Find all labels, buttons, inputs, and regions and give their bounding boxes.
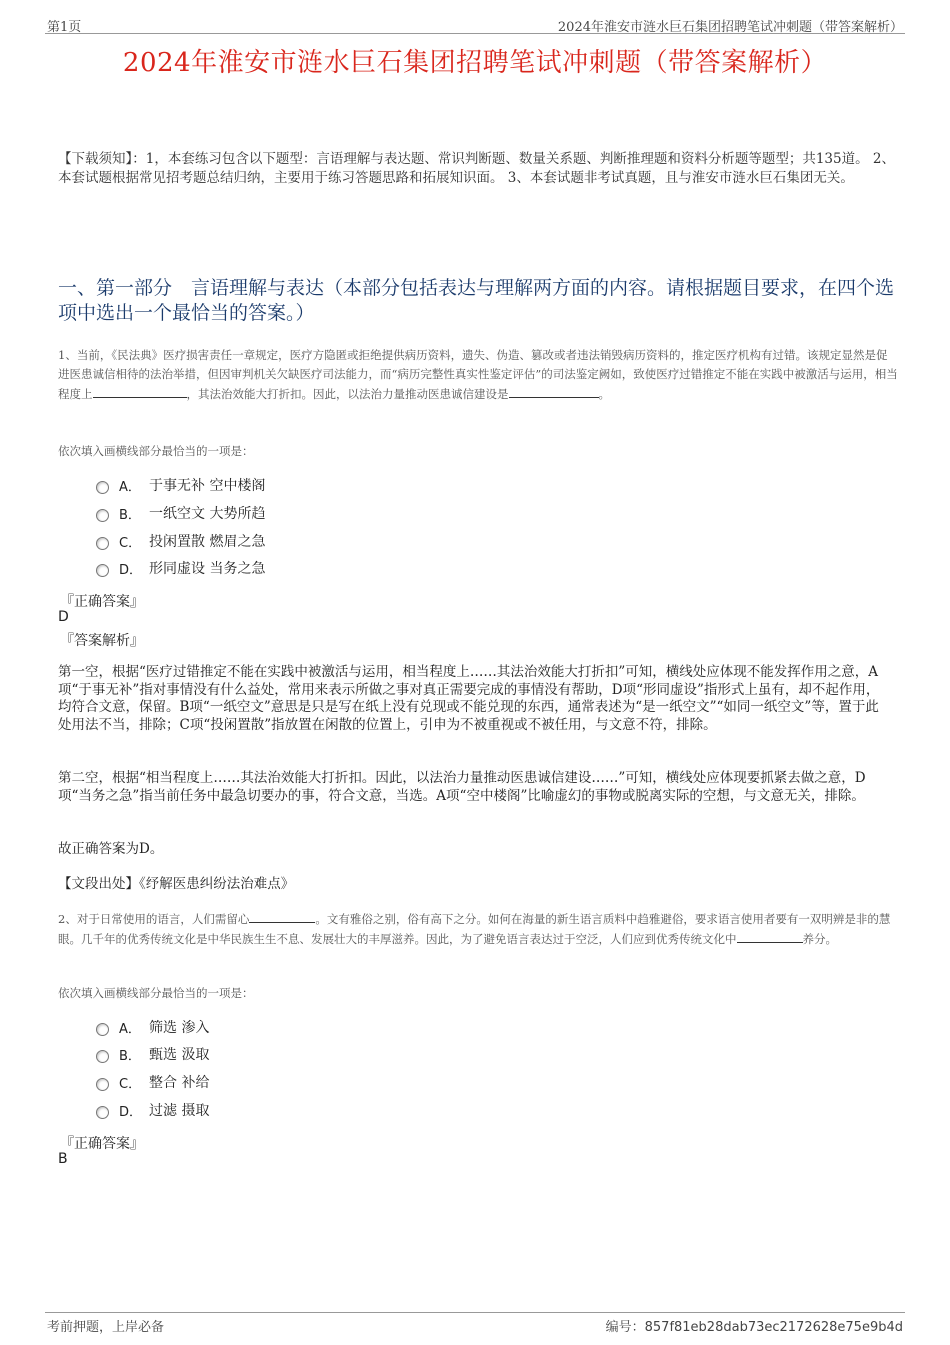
header-divider bbox=[45, 33, 905, 34]
option-d[interactable]: D． 形同虚设 当务之急 bbox=[96, 558, 265, 578]
analysis-label: 『答案解析』 bbox=[60, 633, 144, 649]
question-2-text: 2、对于日常使用的语言，人们需留心 。文有雅俗之别，俗有高下之分。如何在海量的新生语言质料中趋雅避俗，要求语言使用者要有一双明辨是非的慧眼。几千年的优秀传统文化是中华民族生生不息、发展壮大的丰厚滋养。因此，为了避免语言表达过于空泛，人们应到优秀传统文化中 养分。 bbox=[58, 909, 898, 949]
correct-answer: D bbox=[58, 609, 69, 625]
analysis-paragraph-1: 第一空，根据“医疗过错推定不能在实践中被激活与运用，相当程度上……其法治效能大打折扣”可知，横线处应体现不能发挥作用之意，A项“于事无补”指对事情没有什么益处，常用来表示所做之事对真正需要完成的事情没有帮助，D项“形同虚设”指形式上虽有，却不起作用，均符合文意，保留。B项“一纸空文”意思是只是写在纸上没有兑现或不能兑现的东西，通常表述为“是一纸空文”“如同一纸空文”等，置于此处用法不当，排除；C项“投闲置散”指放置在闲散的位置上，引申为不被重视或不被任用，与文意不符，排除。 bbox=[58, 664, 880, 733]
correct-answer-label: 『正确答案』 bbox=[60, 1136, 144, 1152]
question-2-prompt: 依次填入画横线部分最恰当的一项是： bbox=[58, 986, 254, 1000]
section-heading: 一、第一部分 言语理解与表达（本部分包括表达与理解两方面的内容。请根据题目要求，在四个选项中选出一个最恰当的答案。） bbox=[58, 277, 895, 324]
footer-divider bbox=[45, 1312, 905, 1313]
analysis-conclusion: 故正确答案为D。 bbox=[58, 841, 164, 857]
page-number: 第1页 bbox=[47, 20, 82, 35]
radio-icon[interactable] bbox=[96, 564, 109, 577]
option-c[interactable]: C． 投闲置散 燃眉之急 bbox=[96, 531, 265, 551]
blank-2 bbox=[737, 929, 803, 943]
option-d[interactable]: D． 过滤 摄取 bbox=[96, 1100, 209, 1120]
question-1-text: 1、当前，《民法典》医疗损害责任一章规定，医疗方隐匿或拒绝提供病历资料，遗失、伪造、篡改或者违法销毁病历资料的，推定医疗机构有过错。该规定显然是促进医患诚信相待的法治举措，但因审判机关欠缺医疗司法能力，而“病历完整性真实性鉴定评估”的司法鉴定阙如，致使医疗过错推定不能在实践中被激活与运用，相当程度上 ，其法治效能大打折扣。因此，以法治力量推动医患诚信建设是 。 bbox=[58, 348, 898, 401]
option-b[interactable]: B． 甄选 汲取 bbox=[96, 1044, 209, 1064]
blank-2 bbox=[509, 384, 599, 398]
radio-icon[interactable] bbox=[96, 1050, 109, 1063]
question-1-prompt: 依次填入画横线部分最恰当的一项是： bbox=[58, 444, 254, 458]
running-header-title: 2024年淮安市涟水巨石集团招聘笔试冲刺题（带答案解析） bbox=[557, 20, 903, 35]
blank-1 bbox=[249, 909, 315, 923]
radio-icon[interactable] bbox=[96, 509, 109, 522]
radio-icon[interactable] bbox=[96, 1078, 109, 1091]
option-b[interactable]: B． 一纸空文 大势所趋 bbox=[96, 503, 265, 523]
radio-icon[interactable] bbox=[96, 1106, 109, 1119]
radio-icon[interactable] bbox=[96, 1023, 109, 1036]
option-c[interactable]: C． 整合 补给 bbox=[96, 1072, 209, 1092]
option-a[interactable]: A． 筛选 渗入 bbox=[96, 1017, 209, 1037]
option-a[interactable]: A． 于事无补 空中楼阁 bbox=[96, 475, 265, 495]
radio-icon[interactable] bbox=[96, 537, 109, 550]
footer-slogan: 考前押题，上岸必备 bbox=[47, 1320, 165, 1335]
page-title: 2024年淮安市涟水巨石集团招聘笔试冲刺题（带答案解析） bbox=[122, 48, 828, 78]
correct-answer-label: 『正确答案』 bbox=[60, 594, 144, 610]
document-code: 编号：857f81eb28dab73ec2172628e75e9b4d bbox=[605, 1320, 903, 1335]
source-citation: 【文段出处】《纾解医患纠纷法治难点》 bbox=[58, 876, 295, 892]
blank-1 bbox=[93, 384, 187, 398]
radio-icon[interactable] bbox=[96, 481, 109, 494]
download-notice: 【下载须知】：1，本套练习包含以下题型：言语理解与表达题、常识判断题、数量关系题、判断推理题和资料分析题等题型；共135道。 2、本套试题根据常见招考题总结归纳，主要用于练习答题思路和拓展知识面。 3、本套试题非考试真题，且与淮安市涟水巨石集团无关。 bbox=[58, 151, 895, 186]
correct-answer: B bbox=[58, 1151, 68, 1167]
analysis-paragraph-2: 第二空，根据“相当程度上……其法治效能大打折扣。因此，以法治力量推动医患诚信建设……”可知，横线处应体现要抓紧去做之意，D项“当务之急”指当前任务中最急切要办的事，符合文意，当选。A项“空中楼阁”比喻虚幻的事物或脱离实际的空想，与文意无关，排除。 bbox=[58, 770, 866, 804]
